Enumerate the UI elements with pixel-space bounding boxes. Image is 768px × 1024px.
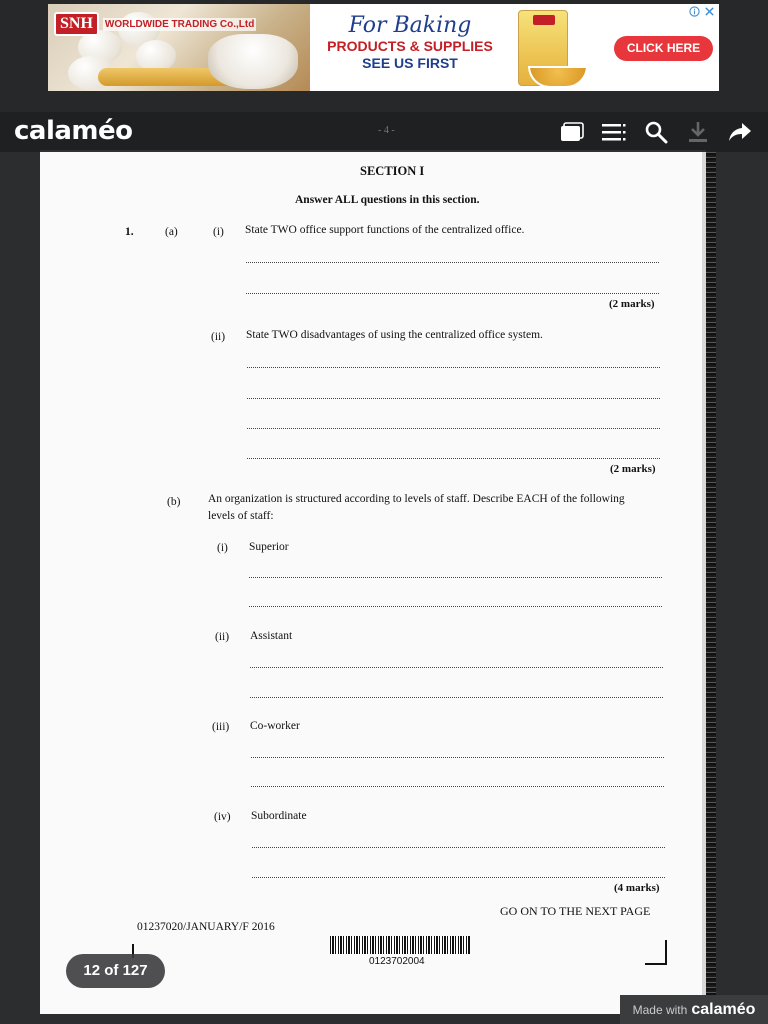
part-a-i-question: State TWO office support functions of the centralized office. bbox=[245, 224, 525, 236]
answer-line bbox=[251, 786, 664, 787]
marks-label: (2 marks) bbox=[610, 463, 656, 475]
made-with-calameo-badge[interactable] bbox=[620, 995, 768, 1024]
part-a-i-label: (i) bbox=[213, 226, 224, 238]
made-with-label: Made with bbox=[632, 1002, 688, 1017]
page-counter[interactable]: 12 of 127 bbox=[66, 954, 165, 988]
share-icon[interactable] bbox=[726, 118, 754, 146]
part-b-iii-text: Co-worker bbox=[250, 720, 300, 732]
ad-logo-mark: SNH bbox=[54, 12, 99, 36]
part-b-i-text: Superior bbox=[249, 541, 289, 553]
ad-copy bbox=[310, 4, 510, 91]
ad-banner-area bbox=[0, 0, 768, 112]
ad-logo bbox=[54, 12, 256, 36]
search-icon[interactable] bbox=[642, 118, 670, 146]
answer-line bbox=[246, 262, 659, 263]
part-a-ii-label: (ii) bbox=[211, 331, 226, 343]
answer-line bbox=[247, 398, 660, 399]
ad-subline: SEE US FIRST bbox=[362, 55, 458, 71]
part-a-ii-question: State TWO disadvantages of using the centralized office system. bbox=[246, 329, 543, 341]
instruction-text: Answer ALL questions in this section. bbox=[295, 194, 480, 206]
part-b-iii-label: (iii) bbox=[212, 721, 230, 733]
barcode bbox=[330, 936, 470, 954]
advertisement[interactable] bbox=[48, 4, 719, 91]
part-a-label: (a) bbox=[165, 226, 178, 238]
answer-line bbox=[247, 458, 660, 459]
part-b-ii-label: (ii) bbox=[215, 631, 230, 643]
marks-label: (2 marks) bbox=[609, 298, 655, 310]
ad-script-title: For Baking bbox=[348, 13, 472, 38]
go-on-notice: GO ON TO THE NEXT PAGE bbox=[500, 904, 651, 918]
paper-code: 01237020/JANUARY/F 2016 bbox=[137, 921, 275, 933]
close-icon[interactable] bbox=[704, 6, 715, 20]
answer-line bbox=[251, 757, 664, 758]
crop-mark bbox=[645, 940, 667, 965]
part-b-label: (b) bbox=[167, 496, 181, 508]
part-b-iv-text: Subordinate bbox=[251, 810, 307, 822]
ad-baking-photo bbox=[48, 4, 310, 91]
answer-line bbox=[249, 577, 662, 578]
menu-icon[interactable] bbox=[600, 118, 628, 146]
answer-line bbox=[249, 606, 662, 607]
document-page bbox=[40, 150, 712, 1014]
ad-logo-text: WORLDWIDE TRADING Co.,Ltd bbox=[104, 18, 255, 30]
calameo-logo[interactable]: calaméo bbox=[14, 116, 133, 146]
part-b-question-line2: levels of staff: bbox=[208, 510, 274, 522]
page-scan-edge bbox=[706, 150, 716, 1016]
viewer-toolbar bbox=[0, 112, 768, 152]
answer-line bbox=[252, 877, 665, 878]
ad-headline: PRODUCTS & SUPPLIES bbox=[327, 38, 493, 54]
answer-line bbox=[252, 847, 665, 848]
answer-line bbox=[250, 697, 663, 698]
section-heading: SECTION I bbox=[360, 164, 425, 178]
made-with-brand: calaméo bbox=[691, 1000, 756, 1018]
part-b-question-line1: An organization is structured according to levels of staff. Describe EACH of the following bbox=[208, 493, 625, 505]
part-b-iv-label: (iv) bbox=[214, 811, 231, 823]
answer-line bbox=[246, 293, 659, 294]
download-icon[interactable] bbox=[684, 118, 712, 146]
part-b-ii-text: Assistant bbox=[250, 630, 293, 642]
part-b-i-label: (i) bbox=[217, 542, 228, 554]
barcode-number: 0123702004 bbox=[369, 956, 425, 967]
answer-line bbox=[247, 428, 660, 429]
answer-line bbox=[250, 667, 663, 668]
library-icon[interactable] bbox=[558, 118, 586, 146]
ad-click-here-button[interactable]: CLICK HERE bbox=[614, 36, 713, 61]
answer-line bbox=[247, 367, 660, 368]
question-number: 1. bbox=[125, 226, 134, 238]
info-icon[interactable] bbox=[689, 6, 700, 20]
scanned-page-number: - 4 - bbox=[378, 125, 395, 136]
marks-label: (4 marks) bbox=[614, 882, 660, 894]
